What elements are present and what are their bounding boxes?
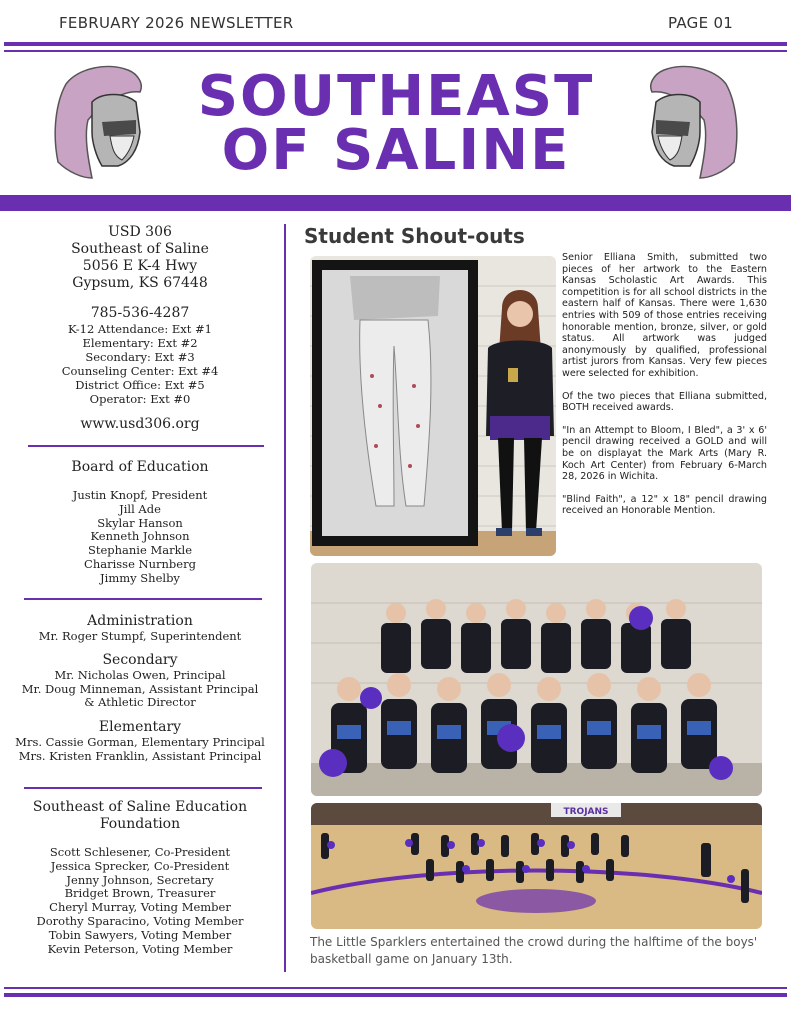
foundation-member: Bridget Brown, Treasurer: [64, 886, 216, 901]
board-member: Stephanie Markle: [87, 543, 193, 558]
district-contact: [14, 224, 266, 433]
section-heading: Student Shout-outs: [304, 224, 525, 248]
little-sparklers-group-photo: [311, 563, 762, 796]
column-divider: [284, 224, 286, 972]
elementary-title: Elementary: [98, 719, 182, 736]
board-of-education: [14, 459, 266, 586]
trojan-helmet-icon: [646, 62, 744, 180]
extension-line: District Office: Ext #5: [75, 378, 205, 392]
extension-line: Counseling Center: Ext #4: [61, 364, 219, 378]
extension-line: Operator: Ext #0: [89, 392, 191, 406]
board-member: Kenneth Johnson: [90, 529, 190, 544]
superintendent: Mr. Roger Stumpf, Superintendent: [38, 629, 242, 643]
board-title: Board of Education: [71, 459, 209, 475]
top-rule-thin: [4, 50, 787, 52]
elementary-staff: Mrs. Kristen Franklin, Assistant Principal: [18, 748, 262, 763]
board-member: Jimmy Shelby: [100, 570, 180, 585]
administration-section: [14, 613, 266, 764]
extension-line: Secondary: Ext #3: [85, 350, 195, 364]
board-member: Justin Knopf, President: [72, 488, 208, 502]
education-foundation: [14, 799, 266, 956]
foundation-title: Southeast of Saline Education: [32, 799, 248, 815]
masthead-line-1: SOUTHEAST: [197, 64, 595, 129]
phone-number: 785-536-4287: [90, 305, 190, 321]
board-member: Charisse Nurnberg: [84, 556, 196, 571]
sidebar-divider: [24, 598, 262, 600]
secondary-title: Secondary: [102, 651, 178, 668]
trojan-helmet-icon: [48, 62, 146, 180]
masthead-title: [150, 64, 642, 183]
article-paragraph: "In an Attempt to Bloom, I Bled", a 3' x 6' pencil drawing received a GOLD and will be on displayat the Mark Arts (Mary R. Koch Art Center) from February 6-March 28, 2026 in Wichita.: [562, 424, 767, 483]
elementary-staff: Mrs. Cassie Gorman, Elementary Principal: [15, 735, 265, 750]
extension-line: Elementary: Ext #2: [82, 336, 198, 350]
district-line: USD 306: [108, 224, 172, 240]
masthead-band: [0, 195, 791, 211]
website-link[interactable]: www.usd306.org: [80, 416, 200, 432]
sidebar-divider: [28, 445, 264, 447]
masthead-line-2: OF SALINE: [221, 118, 571, 183]
bottom-rule: [4, 993, 787, 997]
secondary-staff: & Athletic Director: [84, 695, 196, 710]
foundation-member: Jenny Johnson, Secretary: [66, 872, 214, 887]
administration-title: Administration: [87, 613, 193, 629]
article-paragraph: Of the two pieces that Elliana submitted, BOTH received awards.: [562, 390, 767, 414]
page-number: PAGE 01: [668, 14, 734, 32]
foundation-member: Kevin Peterson, Voting Member: [47, 941, 233, 956]
halftime-gym-photo: [311, 803, 762, 929]
article-paragraph: "Blind Faith", a 12" x 18" pencil drawing received an Honorable Mention.: [562, 493, 767, 517]
district-line: 5056 E K-4 Hwy: [82, 258, 198, 274]
artwork-photo: [310, 256, 556, 556]
gym-banner: TROJANS: [563, 807, 609, 817]
district-line: Gypsum, KS 67448: [72, 275, 208, 291]
foundation-member: Scott Schlesener, Co-President: [49, 845, 231, 859]
foundation-member: Cheryl Murray, Voting Member: [49, 900, 231, 915]
art-awards-article: [562, 252, 767, 528]
foundation-member: Tobin Sawyers, Voting Member: [48, 927, 232, 942]
secondary-staff: Mr. Nicholas Owen, Principal: [54, 667, 226, 682]
foundation-member: Dorothy Sparacino, Voting Member: [36, 913, 244, 928]
extension-line: K-12 Attendance: Ext #1: [68, 322, 212, 336]
board-member: Skylar Hanson: [97, 515, 183, 530]
foundation-title: Foundation: [99, 816, 181, 832]
photo-caption: The Little Sparklers entertained the crowd during the halftime of the boys' basketball game on January 13th.: [310, 935, 758, 966]
article-paragraph: Senior Elliana Smith, submitted two pieces of her artwork to the Eastern Kansas Scholastic Art Awards. This competition is for all school districts in the eastern half of Kansas. There were 1,630 entries with 509 of those entries receiving honorable mention, bronze, silver, or gold status. All artwork was judged anonymously by qualified, professional artist jurors from Kansas. Very few pieces were selected for exhibition.: [562, 252, 767, 379]
district-line: Southeast of Saline: [71, 241, 209, 257]
bottom-rule-thin: [4, 987, 787, 989]
newsletter-date: FEBRUARY 2026 NEWSLETTER: [59, 14, 294, 32]
sidebar-divider: [24, 787, 262, 789]
top-rule: [4, 42, 787, 46]
board-member: Jill Ade: [119, 501, 161, 516]
secondary-staff: Mr. Doug Minneman, Assistant Principal: [21, 681, 259, 696]
foundation-member: Jessica Sprecker, Co-President: [50, 858, 230, 873]
